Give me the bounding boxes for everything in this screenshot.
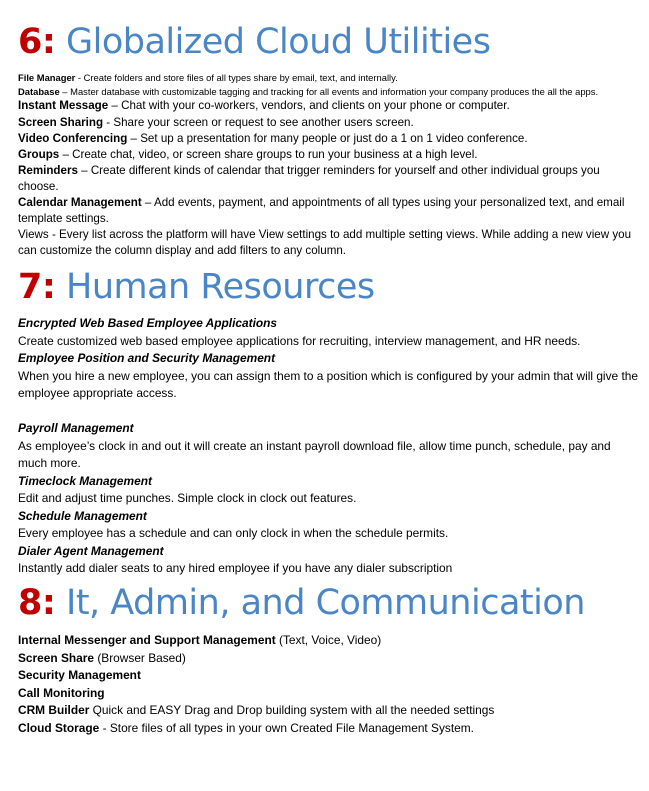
list-item [18,98,638,114]
item-term: Reminders [18,163,78,177]
subheading: Encrypted Web Based Employee Applications [18,316,278,330]
section-7-heading [18,267,375,307]
list-item [18,163,638,195]
item-term: Groups [18,147,60,161]
item-term: Database [18,85,60,97]
item-separator: – [59,85,71,97]
item-term: Video Conferencing [18,131,128,145]
list-item [18,147,638,163]
item-separator: – [127,131,141,145]
item-separator: - [103,115,114,129]
paragraph: Edit and adjust time punches. Simple clock in clock out features. [18,491,357,505]
list-item [18,685,638,703]
item-desc: Master database with customizable tagging and tracking for all events and information your company produces the all the apps. [70,85,599,97]
list-item [18,227,638,259]
list-item [18,702,638,720]
item-desc: Create folders and store files of all types share by email, text, and internally. [83,72,398,83]
list-item [18,71,638,85]
subheading: Employee Position and Security Management [18,351,276,365]
item-term: Security Management [18,668,141,682]
item-desc: Share your screen or request to see another users screen. [113,115,414,129]
section-6-heading [18,22,490,62]
item-desc: Create different kinds of calendar that trigger reminders for yourself and other individual groups you choose. [18,163,600,193]
list-item [18,632,638,650]
subheading: Schedule Management [18,508,147,523]
section-7-list [18,315,638,578]
section-title: It, Admin, and Communication [66,583,585,623]
paragraph: When you hire a new employee, you can assign them to a position which is configured by your admin that will give the employee appropriate access. [18,368,638,400]
paragraph: Instantly add dialer seats to any hired employee if you have any dialer subscription [18,561,453,575]
item-desc: (Text, Voice, Video) [275,633,382,647]
section-number: 7: [18,267,56,307]
item-term: Cloud Storage [18,720,100,735]
item-term: Calendar Management [18,195,142,209]
item-term: Call Monitoring [18,685,105,700]
item-desc: Chat with your co-workers, vendors, and clients on your phone or computer. [121,99,510,113]
subheading: Timeclock Management [18,473,152,488]
list-item [18,720,638,738]
list-item [18,650,638,668]
item-separator: – [77,163,91,177]
subheading: Payroll Management [18,421,134,435]
paragraph: Every employee has a schedule and can only clock in when the schedule permits. [18,526,449,540]
section-number: 8: [18,583,56,623]
item-term: CRM Builder [18,703,90,717]
list-item [18,115,638,131]
item-desc: Set up a presentation for many people or just do a 1 on 1 video conference. [140,131,528,145]
item-term: Screen Share [18,650,95,665]
subheading: Dialer Agent Management [18,543,164,558]
section-8-list [18,632,638,737]
item-desc: Quick and EASY Drag and Drop building system with all the needed settings [89,703,495,717]
list-item [18,195,638,227]
list-item [18,667,638,685]
spacer [18,403,638,421]
item-desc: Views - Every list across the platform will have View settings to add multiple setting views. While adding a new view you can customize the column display and add filters to any column. [18,228,632,258]
item-separator: – [108,99,122,113]
item-desc: (Browser Based) [94,650,186,665]
item-desc: Create chat, video, or screen share groups to run your business at a high level. [72,147,478,161]
section-title: Human Resources [66,267,375,307]
section-number: 6: [18,22,56,62]
item-separator: – [59,147,73,161]
section-8-heading [18,583,585,623]
item-separator: - [75,72,84,83]
item-desc: - Store files of all types in your own Created File Management System. [99,720,474,735]
list-item [18,85,638,99]
item-term: Internal Messenger and Support Management [18,633,276,647]
item-term: Screen Sharing [18,115,104,129]
paragraph: Create customized web based employee applications for recruiting, interview management, and HR needs. [18,333,581,348]
section-title: Globalized Cloud Utilities [66,22,491,62]
item-term: Instant Message [18,99,109,113]
paragraph: As employee’s clock in and out it will create an instant payroll download file, allow time punch, schedule, pay and much more. [18,438,611,470]
list-item [18,131,638,147]
item-term: File Manager [18,72,76,83]
item-desc: Add events, payment, and appointments of all types using your personalized text, and email template settings. [18,195,625,226]
section-6-list [18,71,638,259]
item-separator: – [141,195,154,209]
